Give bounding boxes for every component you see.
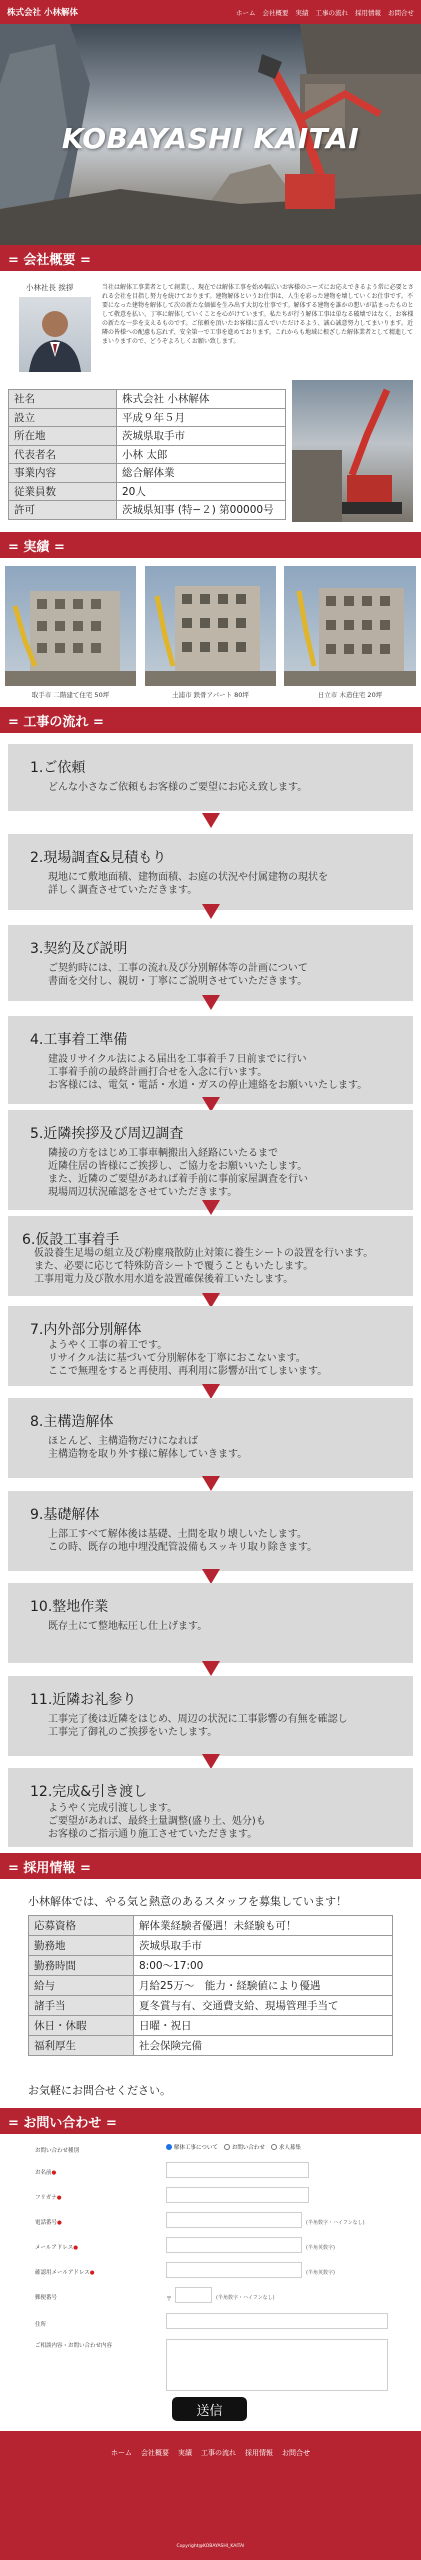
header-nav	[236, 8, 414, 17]
zip-label: 郵便番号	[35, 2295, 58, 2301]
nav-contact[interactable]: お問合せ	[388, 8, 414, 17]
building-demolition-image	[145, 566, 276, 686]
table-row	[9, 390, 286, 409]
step-title: 9.基礎解体	[30, 1507, 100, 1523]
inquiry-option-question[interactable]	[224, 2143, 265, 2151]
contact-heading: = お問い合わせ =	[0, 2108, 421, 2134]
step-title: 12.完成&引き渡し	[30, 1784, 148, 1800]
step-title: 2.現場調査&見積もり	[30, 850, 167, 866]
step-desc: 隣接の方をはじめ工事車輌搬出入経路にいたるまで 近隣住居の皆様にご挨拶し、ご協力をお願いいたします。 また、近隣のご要望があれば着手前に事前家屋調査を行い 現場周辺状況確認をさせていただきます。	[48, 1148, 308, 1198]
nav-company[interactable]: 会社概要	[262, 8, 289, 17]
table-row	[9, 427, 286, 446]
email-confirm-label: 確認用メールアドレス●	[35, 2270, 95, 2276]
recruit-key: 給与	[29, 1976, 134, 1996]
excavator-image	[292, 380, 413, 522]
option-label: 求人募集	[278, 2145, 301, 2151]
step-title: 8.主構造解体	[30, 1414, 114, 1430]
site-header	[0, 0, 421, 24]
kana-input[interactable]	[166, 2187, 309, 2203]
recruit-key: 応募資格	[29, 1916, 134, 1936]
flow-step-11	[8, 1676, 413, 1756]
table-row	[29, 1956, 393, 1976]
table-row	[29, 2016, 393, 2036]
flow-arrow-icon	[202, 1661, 220, 1676]
email-hint: (半角英数字)	[306, 2245, 335, 2251]
table-row	[9, 408, 286, 427]
footer-nav-company[interactable]: 会社概要	[141, 2449, 169, 2457]
work-photo-1[interactable]	[5, 566, 136, 686]
info-value: 茨城県取手市	[117, 427, 286, 446]
step-desc: 建設リサイクル法による届出を工事着手７日前までに行い 工事着手前の最終計画打合せを入念に行います。 お客様には、電気・電話・水道・ガスの停止連絡をお願いいたします。	[48, 1054, 368, 1091]
recruit-outro: お気軽にお問合せください。	[28, 2084, 171, 2097]
building-demolition-image	[284, 566, 416, 686]
step-desc: 現地にて敷地面積、建物面積、お庭の状況や付属建物の現状を 詳しく調査させていただきます。	[48, 872, 328, 896]
step-desc: 上部工すべて解体後は基礎、土間を取り壊しいたします。 この時、既存の地中埋没配管設備もスッキリ取り除きます。	[48, 1529, 318, 1553]
table-row	[9, 445, 286, 464]
flow-arrow-icon	[202, 1384, 220, 1399]
flow-step-5	[8, 1110, 413, 1210]
work-caption-1: 取手市 二階建て住宅 50坪	[31, 691, 110, 699]
step-desc: 工事完了後は近隣をはじめ、周辺の状況に工事影響の有無を確認し 工事完了御礼のご挨拶をいたします。	[48, 1714, 348, 1738]
copyright: Copyright@KOBAYASHI_KAITAI	[176, 2544, 245, 2549]
recruit-heading: = 採用情報 =	[0, 1853, 421, 1879]
recruit-value: 解体業経験者優遇！未経験も可！	[134, 1916, 393, 1936]
recruit-value: 茨城県取手市	[134, 1936, 393, 1956]
inquiry-option-demolition[interactable]	[166, 2143, 218, 2151]
recruit-table	[28, 1915, 393, 2056]
info-key: 事業内容	[9, 464, 117, 483]
step-title: 3.契約及び説明	[30, 941, 128, 957]
table-row	[9, 482, 286, 501]
message-textarea[interactable]	[166, 2339, 388, 2391]
table-row	[29, 1976, 393, 1996]
email-confirm-hint: (半角英数字)	[306, 2270, 335, 2276]
step-title: 6.仮設工事着手	[22, 1232, 120, 1248]
flow-step-1	[8, 744, 413, 811]
recruit-value: 日曜・祝日	[134, 2016, 393, 2036]
table-row	[29, 1996, 393, 2016]
work-caption-3: 日立市 木造住宅 20坪	[317, 691, 383, 699]
recruit-value: 8:00〜17:00	[134, 1956, 393, 1976]
building-demolition-image	[5, 566, 136, 686]
info-value: 平成９年５月	[117, 408, 286, 427]
recruit-intro: 小林解体では、やる気と熱意のあるスタッフを募集しています！	[28, 1895, 347, 1908]
president-greeting: 当社は解体工事業者として創業し、現在では解体工事を始め幅広いお客様のニーズにお応えできるよう常に必要とされる会社を目指し努力を続けております。建物解体というお仕事は、人生を彩った建物を壊していくお仕事です。不要になった建物を解体して次の新たな価値を生み出す大切な仕事です。解体する建物を誰かの想いが詰まったものとして敬意を払い、丁寧に解体していくことを心がけています。私たちが行う解体工事は単なる破壊ではなく、お客様の新たな一歩を支えるものです。ご依頼を頂いたお客様に喜んでいただけるよう、誠心誠意努力してまいります。近隣の皆様への配慮も忘れず、安全第一で工事を進めております。これからも地域に根ざした解体業者として精進してまいりますので、どうぞよろしくお願い致します。	[102, 284, 414, 345]
step-desc: ようやく完成引渡しします。 ご要望があれば、最終土量調整(盛り土、処分)も お客様のご指示通り施工させていただきます。	[48, 1803, 266, 1840]
recruit-key: 福利厚生	[29, 2036, 134, 2056]
flow-step-9	[8, 1491, 413, 1571]
flow-step-10	[8, 1583, 413, 1663]
name-label: お名前●	[35, 2170, 57, 2176]
flow-arrow-icon	[202, 904, 220, 919]
info-value: 総合解体業	[117, 464, 286, 483]
info-key: 従業員数	[9, 482, 117, 501]
email-confirm-input[interactable]	[166, 2262, 302, 2278]
flow-step-2	[8, 834, 413, 910]
flow-step-6	[8, 1216, 413, 1296]
step-desc: ようやく工事の着工です。 リサイクル法に基づいて分別解体を丁寧におこないます。 ここで無理をすると再使用、再利用に影響が出てしまいます。	[48, 1340, 328, 1377]
flow-arrow-icon	[202, 1200, 220, 1215]
info-key: 代表者名	[9, 445, 117, 464]
work-photo-2[interactable]	[145, 566, 276, 686]
work-caption-2: 土浦市 鉄骨アパート 80坪	[172, 691, 249, 699]
work-photo-3[interactable]	[284, 566, 416, 686]
hero-title: KOBAYASHI KAITAI	[61, 122, 360, 155]
step-desc: 仮設養生足場の組立及び粉塵飛散防止対策に養生シートの設置を行います。 また、必要に応じて特殊防音シートで覆うこともいたします。 工事用電力及び散水用水道を設置確保後着工いたします。	[34, 1248, 374, 1285]
flow-step-7	[8, 1306, 413, 1386]
president-portrait-image	[19, 297, 91, 372]
step-title: 5.近隣挨拶及び周辺調査	[30, 1126, 184, 1142]
radio-icon[interactable]	[224, 2144, 230, 2150]
inquiry-type-options	[166, 2143, 301, 2151]
footer-nav	[0, 2448, 421, 2458]
info-value: 茨城県知事 (特−２) 第00000号	[117, 501, 286, 520]
nav-flow[interactable]: 工事の流れ	[315, 8, 348, 17]
flow-arrow-icon	[202, 813, 220, 828]
info-key: 設立	[9, 408, 117, 427]
recruit-value: 夏冬賞与有、交通費支給、現場管理手当て	[134, 1996, 393, 2016]
flow-step-4	[8, 1016, 413, 1104]
company-info-table	[8, 389, 286, 520]
flow-arrow-icon	[202, 995, 220, 1010]
flow-step-12	[8, 1768, 413, 1847]
step-desc: 既存土にて整地転圧し仕上げます。	[48, 1621, 208, 1632]
step-desc: ほとんど、主構造物だけになれば 主構造物を取り外す様に解体していきます。	[48, 1436, 248, 1460]
footer-nav-contact[interactable]: お問合せ	[282, 2449, 310, 2457]
site-logo[interactable]: 株式会社 小林解体	[7, 8, 78, 18]
recruit-key: 休日・休暇	[29, 2016, 134, 2036]
hero-banner	[0, 24, 421, 245]
info-key: 許可	[9, 501, 117, 520]
works-heading: = 実績 =	[0, 532, 421, 558]
message-label: ご相談内容・お問い合わせ内容	[35, 2343, 113, 2349]
recruit-key: 勤務時間	[29, 1956, 134, 1976]
zip-hint: (半角数字・ハイフンなし)	[216, 2295, 275, 2301]
step-title: 10.整地作業	[30, 1599, 109, 1615]
flow-step-8	[8, 1398, 413, 1478]
footer-nav-works[interactable]: 実績	[178, 2449, 192, 2457]
step-title: 11.近隣お礼参り	[30, 1692, 137, 1708]
inquiry-type-label: お問い合わせ種別	[35, 2148, 80, 2154]
info-value: 株式会社 小林解体	[117, 390, 286, 409]
name-input[interactable]	[166, 2162, 309, 2178]
step-title: 7.内外部分別解体	[30, 1322, 142, 1338]
recruit-value: 月給25万〜 能力・経験値により優遇	[134, 1976, 393, 1996]
step-title: 1.ご依頼	[30, 760, 86, 776]
flow-step-3	[8, 925, 413, 1001]
kana-label: フリガナ●	[35, 2195, 62, 2201]
flow-arrow-icon	[202, 1569, 220, 1584]
recruit-value: 社会保険完備	[134, 2036, 393, 2056]
table-row	[29, 2036, 393, 2056]
email-label: メールアドレス●	[35, 2245, 79, 2251]
flow-arrow-icon	[202, 1754, 220, 1769]
footer-nav-flow[interactable]: 工事の流れ	[201, 2449, 236, 2457]
table-row	[29, 1936, 393, 1956]
flow-arrow-icon	[202, 1476, 220, 1491]
email-input[interactable]	[166, 2237, 302, 2253]
address-input[interactable]	[166, 2313, 388, 2329]
footer-nav-home[interactable]: ホーム	[111, 2449, 132, 2457]
submit-button[interactable]: 送信	[172, 2397, 247, 2421]
table-row	[29, 1916, 393, 1936]
info-key: 社名	[9, 390, 117, 409]
option-label: お問い合わせ	[231, 2145, 265, 2151]
tel-hint: (半角数字・ハイフンなし)	[306, 2220, 365, 2226]
radio-icon[interactable]	[271, 2144, 277, 2150]
recruit-key: 諸手当	[29, 1996, 134, 2016]
option-label: 解体工事について	[174, 2145, 218, 2151]
radio-checked-icon[interactable]	[166, 2144, 172, 2150]
info-key: 所在地	[9, 427, 117, 446]
step-title: 4.工事着工準備	[30, 1032, 128, 1048]
company-heading: = 会社概要 =	[0, 245, 421, 271]
tel-label: 電話番号●	[35, 2220, 62, 2226]
nav-home[interactable]: ホーム	[236, 8, 256, 17]
footer-nav-recruit[interactable]: 採用情報	[245, 2449, 273, 2457]
president-photo	[19, 297, 91, 372]
step-desc: どんな小さなご依頼もお客様のご要望にお応え致します。	[48, 782, 308, 793]
zip-mark: 〒	[166, 2296, 173, 2303]
table-row	[9, 464, 286, 483]
zip-input[interactable]	[175, 2287, 212, 2303]
tel-input[interactable]	[166, 2212, 302, 2228]
flow-heading: = 工事の流れ =	[0, 707, 421, 733]
table-row	[9, 501, 286, 520]
inquiry-option-recruit[interactable]	[271, 2143, 301, 2151]
president-caption: 小林社長 挨拶	[26, 283, 74, 292]
info-value: 小林 太郎	[117, 445, 286, 464]
nav-recruit[interactable]: 採用情報	[355, 8, 381, 17]
site-footer	[0, 2431, 421, 2560]
nav-works[interactable]: 実績	[295, 8, 309, 17]
recruit-key: 勤務地	[29, 1936, 134, 1956]
step-desc: ご契約時には、工事の流れ及び分別解体等の計画について 書面を交付し、親切・丁寧にご説明させていただきます。	[48, 963, 308, 987]
info-value: 20人	[117, 482, 286, 501]
company-site-photo	[292, 380, 413, 522]
address-label: 住所	[35, 2322, 47, 2328]
